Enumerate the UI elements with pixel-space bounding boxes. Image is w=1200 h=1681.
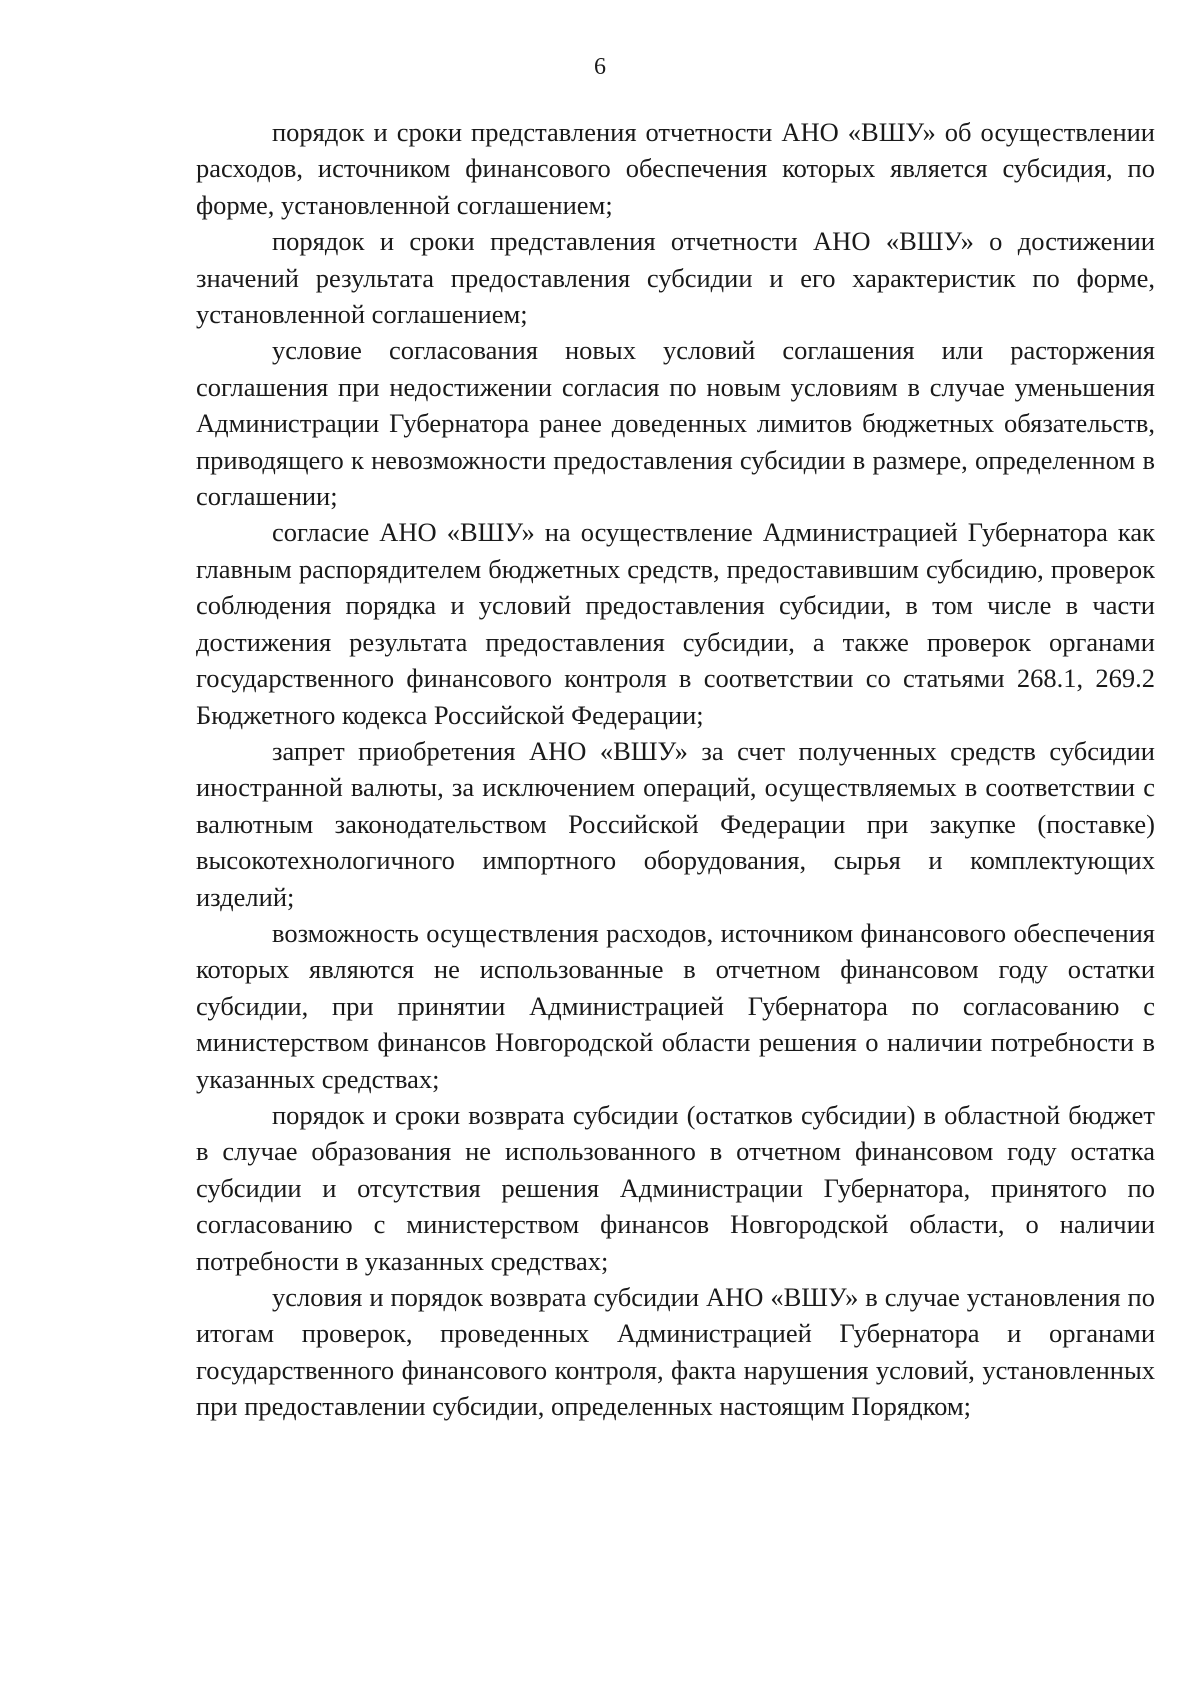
paragraph-reporting-results: порядок и сроки представления отчетности АНО «ВШУ» о достижении значений результата предоставления субсидии и его характеристик по форме, установленной соглашением; [196, 226, 1155, 330]
paragraph-consent-inspections: согласие АНО «ВШУ» на осуществление Администрацией Губернатора как главным распорядителем бюджетных средств, предоставившим субсидию, проверок соблюдения порядка и условий предоставления субсидии, в том числе в части достижения результата предоставления субсидии, а также проверок органами государственного финансового контроля в соответствии со статьями 268.1, 269.2 Бюджетного кодекса Российской Федерации; [196, 517, 1155, 730]
paragraph-agreement-conditions: условие согласования новых условий соглашения или расторжения соглашения при недостижении согласия по новым условиям в случае уменьшения Администрации Губернатора ранее доведенных лимитов бюджетных обязательств, приводящего к невозможности предоставления субсидии в размере, определенном в соглашении; [196, 335, 1155, 512]
page-number: 6 [594, 54, 606, 80]
paragraph-reporting-expenses: порядок и сроки представления отчетности АНО «ВШУ» об осуществлении расходов, источником финансового обеспечения которых является субсидия, по форме, установленной соглашением; [196, 117, 1155, 220]
paragraph-currency-ban: запрет приобретения АНО «ВШУ» за счет полученных средств субсидии иностранной валюты, за исключением операций, осуществляемых в соответствии с валютным законодательством Российской Федерации при закупке (поставке) высокотехнологичного импортного оборудования, сырья и комплектующих изделий; [196, 735, 1155, 912]
paragraph-return-violations: условия и порядок возврата субсидии АНО «ВШУ» в случае установления по итогам проверок, проведенных Администрацией Губернатора и органами государственного финансового контроля, факта нарушения условий, установленных при предоставлении субсидии, определенных настоящим Порядком; [196, 1282, 1155, 1422]
document-body [196, 114, 1155, 1425]
paragraph-return-procedure: порядок и сроки возврата субсидии (остатков субсидии) в областной бюджет в случае образования не использованного в отчетном финансовом году остатка субсидии и отсутствия решения Администрации Губернатора, принятого по согласованию с министерством финансов Новгородской области, о наличии потребности в указанных средствах; [196, 1099, 1155, 1276]
paragraph-unused-balances: возможность осуществления расходов, источником финансового обеспечения которых являются не использованные в отчетном финансовом году остатки субсидии, при принятии Администрацией Губернатора по согласованию с министерством финансов Новгородской области решения о наличии потребности в указанных средствах; [196, 917, 1155, 1094]
